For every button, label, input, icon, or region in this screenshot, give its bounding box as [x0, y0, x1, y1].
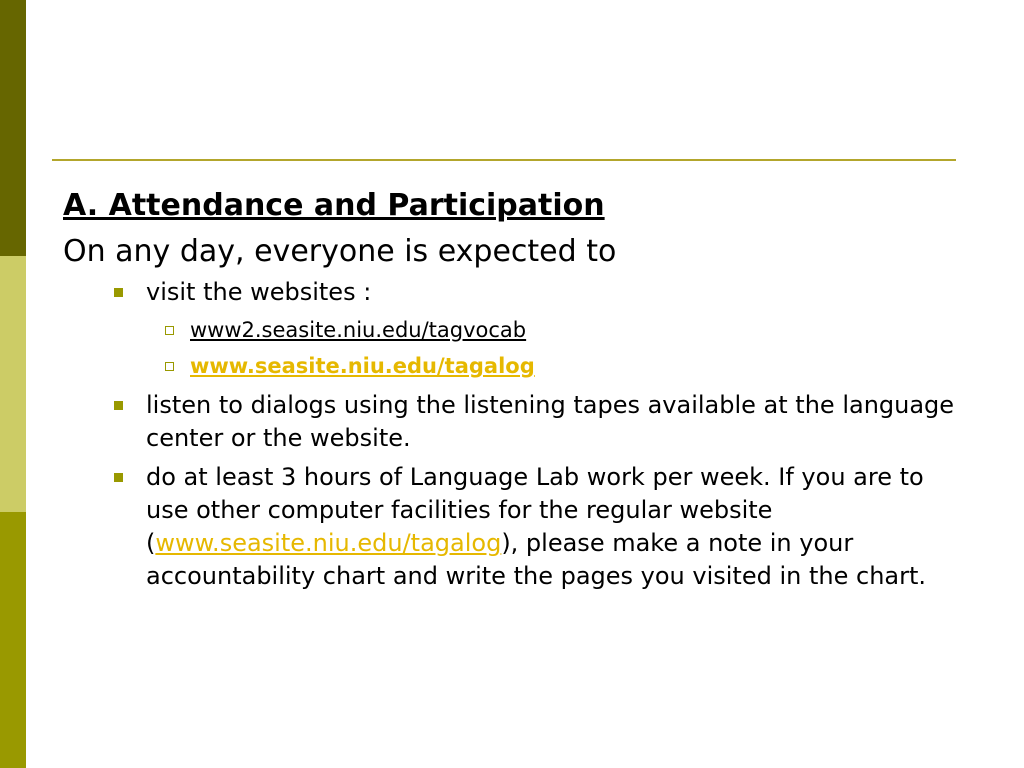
sidebar-decoration [0, 0, 26, 768]
sublist-item-tagalog [190, 349, 973, 383]
sidebar-segment-middle [0, 256, 26, 512]
list-item-text-before-link: do at least 3 hours of Language Lab work per week. If you are to use other computer facilities for the regular website ( [146, 463, 924, 557]
square-bullet-icon [114, 473, 123, 482]
tagvocab-link[interactable]: www2.seasite.niu.edu/tagvocab [190, 318, 527, 342]
list-item-text: visit the websites : [146, 278, 372, 306]
slide-heading: A. Attendance and Participation [63, 188, 605, 223]
hollow-square-bullet-icon [165, 326, 174, 335]
list-item-language-lab [146, 461, 973, 593]
bullet-list [63, 276, 973, 593]
slide-content [63, 186, 973, 599]
website-sublist [146, 313, 973, 383]
hollow-square-bullet-icon [165, 362, 174, 371]
list-item-listen-dialogs [146, 389, 973, 455]
sidebar-segment-top [0, 0, 26, 256]
sublist-item-tagvocab [190, 313, 973, 347]
list-item-visit-websites [146, 276, 973, 383]
tagalog-link[interactable]: www.seasite.niu.edu/tagalog [190, 354, 535, 378]
list-item-text: listen to dialogs using the listening tapes available at the language center or the website. [146, 391, 955, 452]
list-item-text-after-link: ), please make a note in your accountability chart and write the pages you visited in the chart. [146, 529, 927, 590]
intro-text: On any day, everyone is expected to [63, 234, 617, 269]
tagalog-inline-link[interactable]: www.seasite.niu.edu/tagalog [155, 529, 502, 557]
title-divider [52, 159, 956, 161]
sidebar-segment-bottom [0, 512, 26, 768]
square-bullet-icon [114, 288, 123, 297]
square-bullet-icon [114, 401, 123, 410]
